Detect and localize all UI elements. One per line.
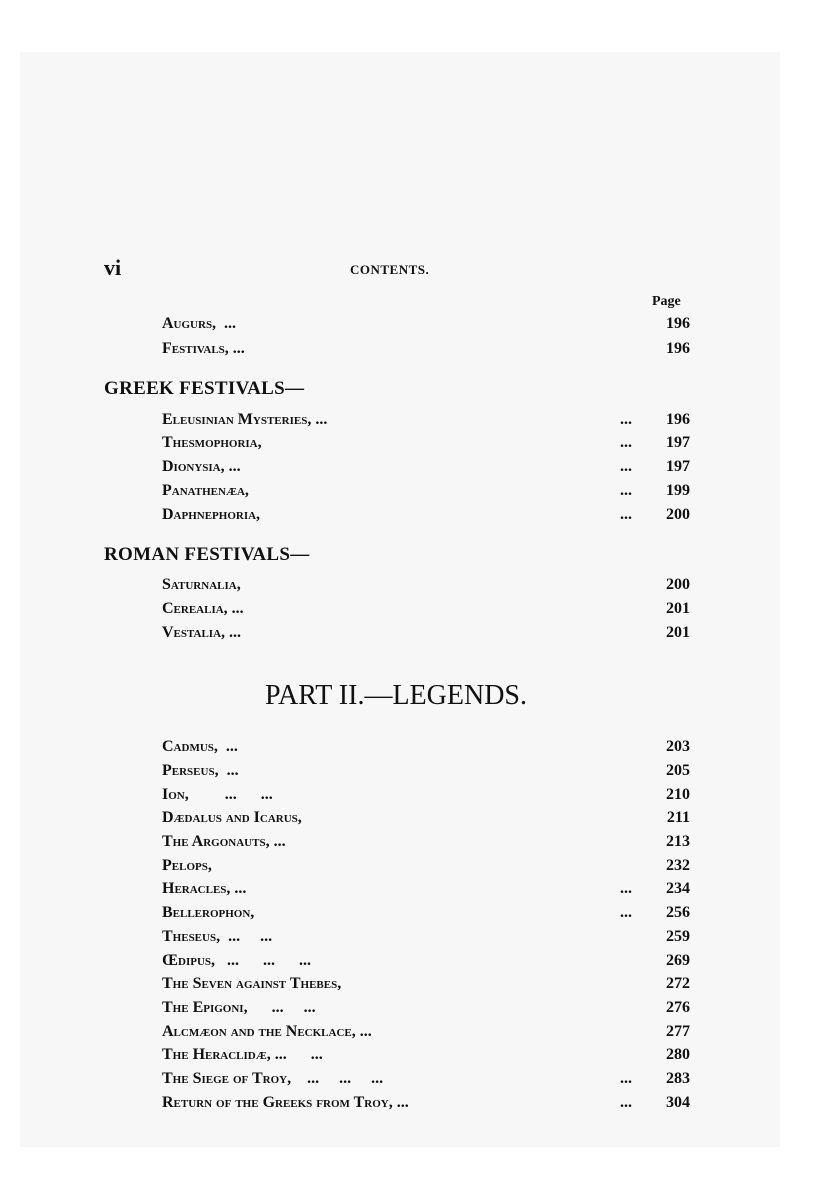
toc-entry[interactable] bbox=[162, 996, 690, 1020]
greek-festivals-heading: GREEK FESTIVALS— bbox=[104, 378, 305, 399]
toc-entry[interactable] bbox=[162, 408, 690, 432]
entry-title: Return of the Greeks from Troy, ... bbox=[162, 1094, 409, 1111]
toc-entry[interactable] bbox=[162, 1067, 690, 1091]
toc-entry[interactable] bbox=[162, 1043, 690, 1067]
roman-festivals-heading: ROMAN FESTIVALS— bbox=[104, 544, 310, 565]
entry-leader: ... bbox=[620, 880, 632, 897]
entry-title: Dædalus and Icarus, bbox=[162, 809, 302, 826]
toc-entry[interactable] bbox=[162, 735, 690, 759]
entry-title: Pelops, bbox=[162, 857, 212, 874]
entry-title: Bellerophon, bbox=[162, 904, 255, 921]
entry-title: Heracles, ... bbox=[162, 880, 247, 897]
entry-title: Cerealia, ... bbox=[162, 600, 244, 617]
entry-title: Thesmophoria, bbox=[162, 434, 262, 451]
entry-title: Ion, ... ... bbox=[162, 786, 273, 803]
toc-entry[interactable] bbox=[162, 621, 690, 645]
entry-title: Daphnephoria, bbox=[162, 506, 261, 523]
entry-leader: ... bbox=[620, 1094, 632, 1111]
entry-page: 196 bbox=[666, 411, 690, 428]
entry-page: 283 bbox=[666, 1070, 690, 1087]
entry-page: 213 bbox=[666, 833, 690, 850]
entry-page: 201 bbox=[666, 600, 690, 617]
entry-page: 234 bbox=[666, 880, 690, 897]
entry-page: 201 bbox=[666, 624, 690, 641]
entry-page: 277 bbox=[666, 1023, 690, 1040]
entry-leader: ... bbox=[620, 1070, 632, 1087]
toc-entry[interactable] bbox=[162, 573, 690, 597]
entry-title: Alcmæon and the Necklace, ... bbox=[162, 1023, 372, 1040]
entry-page: 272 bbox=[666, 975, 690, 992]
toc-entry[interactable] bbox=[162, 312, 690, 336]
entry-title: Cadmus, ... bbox=[162, 738, 238, 755]
entry-title: Dionysia, ... bbox=[162, 458, 241, 475]
entry-page: 259 bbox=[666, 928, 690, 945]
toc-entry[interactable] bbox=[162, 597, 690, 621]
toc-entry[interactable] bbox=[162, 972, 690, 996]
page-column-label: Page bbox=[652, 294, 681, 309]
entry-title: The Epigoni, ... ... bbox=[162, 999, 316, 1016]
entry-title: The Seven against Thebes, bbox=[162, 975, 342, 992]
entry-leader: ... bbox=[620, 411, 632, 428]
entry-leader: ... bbox=[620, 506, 632, 523]
toc-entry[interactable] bbox=[162, 759, 690, 783]
entry-title: The Argonauts, ... bbox=[162, 833, 286, 850]
entry-page: 210 bbox=[666, 786, 690, 803]
toc-entry[interactable] bbox=[162, 854, 690, 878]
entry-page: 203 bbox=[666, 738, 690, 755]
entry-leader: ... bbox=[620, 482, 632, 499]
entry-page: 256 bbox=[666, 904, 690, 921]
running-title: CONTENTS. bbox=[350, 262, 430, 277]
entry-title: The Heraclidæ, ... ... bbox=[162, 1046, 323, 1063]
page-folio: vi bbox=[104, 255, 122, 280]
toc-entry[interactable] bbox=[162, 925, 690, 949]
toc-entry[interactable] bbox=[162, 901, 690, 925]
toc-entry[interactable] bbox=[162, 1020, 690, 1044]
entry-page: 205 bbox=[666, 762, 690, 779]
toc-entry[interactable] bbox=[162, 479, 690, 503]
entry-title: Saturnalia, bbox=[162, 576, 241, 593]
entry-page: 196 bbox=[666, 340, 690, 357]
entry-page: 197 bbox=[666, 458, 690, 475]
entry-page: 196 bbox=[666, 315, 690, 332]
entry-page: 304 bbox=[666, 1094, 690, 1111]
entry-page: 199 bbox=[666, 482, 690, 499]
toc-entry[interactable] bbox=[162, 1091, 690, 1115]
toc-entry[interactable] bbox=[162, 455, 690, 479]
entry-page: 276 bbox=[666, 999, 690, 1016]
entry-title: Eleusinian Mysteries, ... bbox=[162, 411, 328, 428]
entry-title: Augurs, ... bbox=[162, 315, 237, 332]
entry-page: 200 bbox=[666, 576, 690, 593]
entry-page: 197 bbox=[666, 434, 690, 451]
entry-title: Theseus, ... ... bbox=[162, 928, 273, 945]
entry-title: Panathenæa, bbox=[162, 482, 249, 499]
entry-title: Festivals, ... bbox=[162, 340, 245, 357]
entry-title: The Siege of Troy, ... ... ... bbox=[162, 1070, 384, 1087]
entry-title: Œdipus, ... ... ... bbox=[162, 952, 312, 969]
toc-entry[interactable] bbox=[162, 503, 690, 527]
toc-entry[interactable] bbox=[162, 949, 690, 973]
toc-entry[interactable] bbox=[162, 877, 690, 901]
toc-entry[interactable] bbox=[162, 431, 690, 455]
entry-page: 211 bbox=[666, 809, 690, 826]
toc-entry[interactable] bbox=[162, 806, 690, 830]
entry-page: 232 bbox=[666, 857, 690, 874]
entry-page: 200 bbox=[666, 506, 690, 523]
entry-page: 280 bbox=[666, 1046, 690, 1063]
entry-page: 269 bbox=[666, 952, 690, 969]
entry-leader: ... bbox=[620, 434, 632, 451]
part-two-heading: PART II.—LEGENDS. bbox=[264, 680, 527, 711]
toc-entry[interactable] bbox=[162, 830, 690, 854]
toc-entry[interactable] bbox=[162, 337, 690, 361]
entry-leader: ... bbox=[620, 904, 632, 921]
entry-leader: ... bbox=[620, 458, 632, 475]
toc-entry[interactable] bbox=[162, 783, 690, 807]
entry-title: Perseus, ... bbox=[162, 762, 239, 779]
entry-title: Vestalia, ... bbox=[162, 624, 242, 641]
